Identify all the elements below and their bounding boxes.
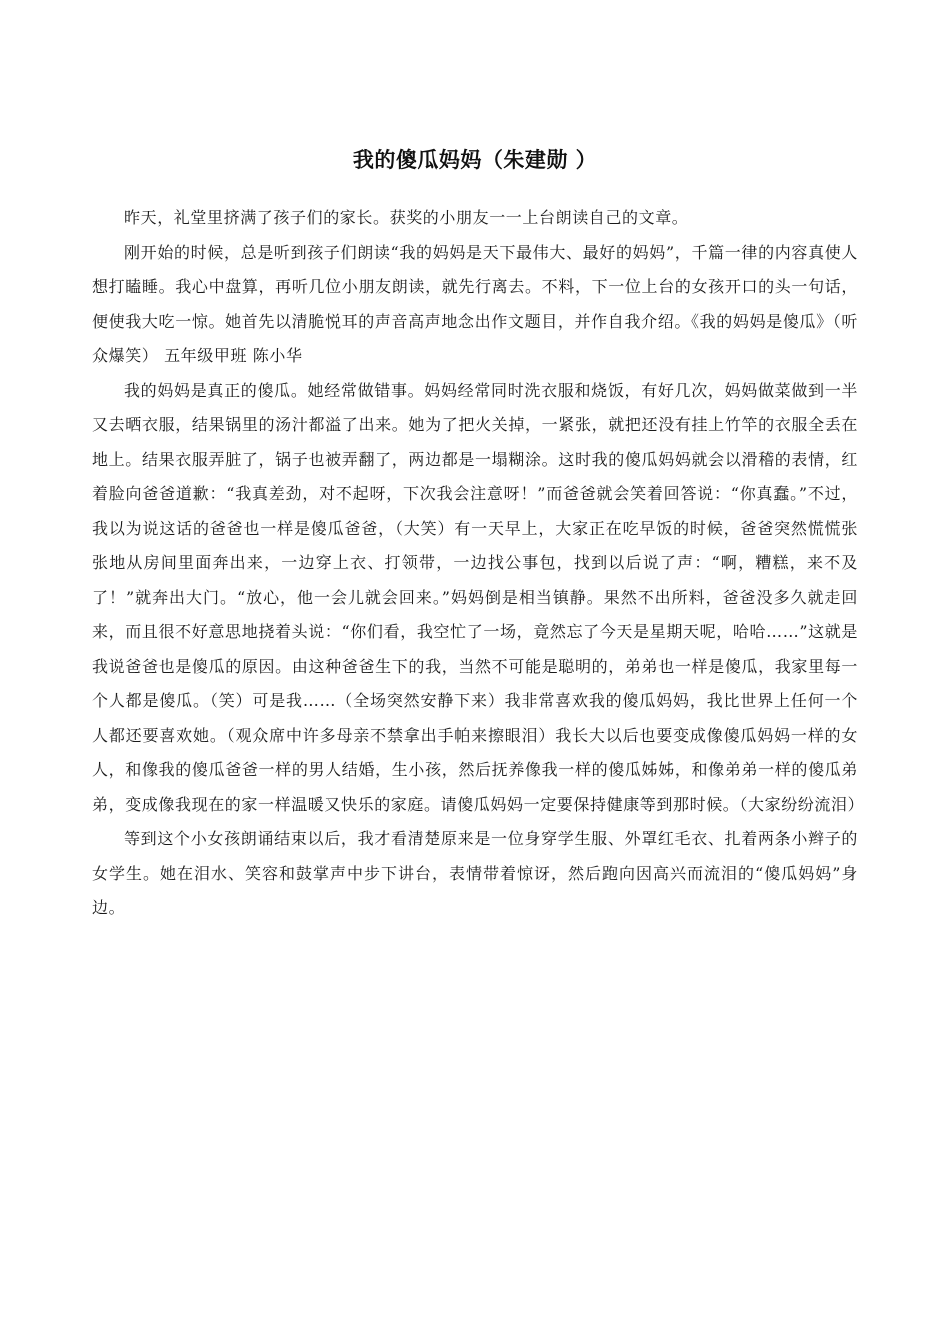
paragraph-4: 等到这个小女孩朗诵结束以后，我才看清楚原来是一位身穿学生服、外罩红毛衣、扎着两条小辫子的女学生。她在泪水、笑容和鼓掌声中步下讲台，表情带着惊讶，然后跑向因高兴而流泪的“傻瓜妈妈”身边。: [92, 829, 858, 917]
paragraph-2: 刚开始的时候，总是听到孩子们朗读“我的妈妈是天下最伟大、最好的妈妈”，千篇一律的内容真使人想打瞌睡。我心中盘算，再听几位小朋友朗读，就先行离去。不料，下一位上台的女孩开口的头一句话，便使我大吃一惊。她首先以清脆悦耳的声音高声地念出作文题目，并作自我介绍。《我的妈妈是傻瓜》（听众爆笑） 五年级甲班 陈小华: [92, 242, 858, 365]
paragraph-3: 我的妈妈是真正的傻瓜。她经常做错事。妈妈经常同时洗衣服和烧饭，有好几次，妈妈做菜做到一半又去晒衣服，结果锅里的汤汁都溢了出来。她为了把火关掉，一紧张，就把还没有挂上竹竿的衣服全丢在地上。结果衣服弄脏了，锅子也被弄翻了，两边都是一塌糊涂。这时我的傻瓜妈妈就会以滑稽的表情，红着脸向爸爸道歉：“我真差劲，对不起呀，下次我会注意呀！”而爸爸就会笑着回答说：“你真蠢。”不过，我以为说这话的爸爸也一样是傻瓜爸爸，（大笑）有一天早上，大家正在吃早饭的时候，爸爸突然慌慌张张地从房间里面奔出来，一边穿上衣、打领带，一边找公事包，找到以后说了声：“啊，糟糕，来不及了！”就奔出大门。“放心，他一会儿就会回来。”妈妈倒是相当镇静。果然不出所料，爸爸没多久就走回来，而且很不好意思地挠着头说：“你们看，我空忙了一场，竟然忘了今天是星期天呢，哈哈……”这就是我说爸爸也是傻瓜的原因。由这种爸爸生下的我，当然不可能是聪明的，弟弟也一样是傻瓜，我家里每一个人都是傻瓜。（笑）可是我……（全场突然安静下来）我非常喜欢我的傻瓜妈妈，我比世界上任何一个人都还要喜欢她。（观众席中许多母亲不禁拿出手帕来擦眼泪）我长大以后也要变成像傻瓜妈妈一样的女人，和像我的傻瓜爸爸一样的男人结婚，生小孩，然后抚养像我一样的傻瓜姊姊，和像弟弟一样的傻瓜弟弟，变成像我现在的家一样温暖又快乐的家庭。请傻瓜妈妈一定要保持健康等到那时候。（大家纷纷流泪）: [92, 380, 865, 814]
paragraph-1: 昨天，礼堂里挤满了孩子们的家长。获奖的小朋友一一上台朗读自己的文章。: [124, 208, 689, 227]
document-title: 我的傻瓜妈妈（朱建勋 ）: [352, 148, 598, 172]
document-body: [92, 201, 865, 926]
